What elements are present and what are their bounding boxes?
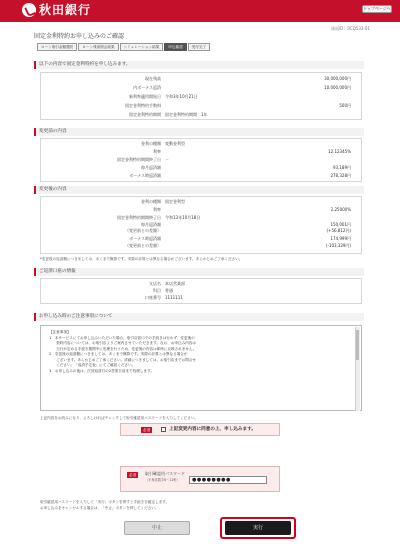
account-value: 1111111 [165,295,183,300]
after-label: 毎月返済額 [141,222,161,227]
intro-box [40,72,362,120]
consent-label: 上記変更内容に同意の上、申し込みます。 [169,427,256,432]
consent-checkbox[interactable] [161,427,166,432]
after-label: （変更前との差額） [125,243,161,248]
account-box [40,278,362,304]
after-value: 令和13年10月18日 [165,215,201,220]
before-label: ボーナス時返済額 [129,173,161,178]
consent-box [120,423,280,436]
required-badge: 必須 [143,428,151,432]
notice-line: ください。「返済予定表」にてご確認ください。 [49,363,136,367]
before-box [40,138,362,182]
before-value: 278,328円 [330,173,351,178]
cancel-button[interactable]: 中止 [124,521,190,535]
intro-value: 令和3年10月21日 [165,94,198,99]
before-value: 変動金利型 [165,141,185,146]
after-value: 174,999円 [330,236,351,241]
after-value: 2.25000% [330,207,351,212]
intro-label: 新利率適用開始日 [129,94,161,99]
before-value: － [165,157,169,162]
top-page-button[interactable]: トップページへ [363,6,391,11]
required-badge: 必須 [129,473,137,477]
after-section-title: 変更後の内容 [34,186,364,194]
bank-name: 秋田銀行 [39,3,92,17]
account-label: 支店名 [149,281,161,286]
before-value: 12.12345% [328,149,351,154]
after-label: （変更前との差額） [125,228,161,233]
step-5: 受付完了 [188,43,210,51]
consent-instruction: 上記内容をお読みになり、よろしければチェックして取引確認用パスワードを入力してください。 [40,416,199,420]
page-title: 固定金利特約お申し込みのご確認 [34,33,125,40]
intro-section-title: 以下の内容で固定金利特約を申し込みます。 [34,61,364,69]
intro-label: 固定金利特約期間 [129,112,161,117]
account-section-title: ご返済口座の情報 [34,268,364,276]
before-value: 93,189円 [333,165,351,170]
intro-value: 10,000,000円 [324,85,351,90]
footer-note: 取引確認用パスワードを入力して「実行」ボタンを押すと手続きを確定します。 [40,500,170,504]
account-label: 科目 [153,288,161,293]
intro-label: 内ボーナス返済 [133,85,161,90]
notice-line: 3 お申し込みの後は、次回返済日の2営業日前まで処理します。 [49,368,154,373]
notice-line: 2 変更後の返済額につきましては、あくまで概算です。実際の計算とは異なる場合が [49,352,188,356]
before-label: 金利の種類 [141,141,161,146]
step-3: シミュレーション結果 [120,43,164,51]
intro-label: 固定金利特約手数料 [125,103,161,108]
intro-value: 30,000,000円 [324,76,351,81]
after-value: 150,001円 [330,222,351,227]
app-header [0,0,400,22]
step-1: ローン取引金額選択 [37,43,77,51]
notice-line: ございます。あらかじめご了承ください。詳細につきましては、お取引店までお問合せ [49,357,196,362]
after-box [40,196,362,254]
intro-label: 現在残高 [145,76,161,81]
after-value: (-103,329円) [325,243,351,248]
notice-textarea[interactable] [40,325,362,411]
after-value: (+56,812円) [326,228,351,233]
after-label: ボーナス時返済額 [129,236,161,241]
footer-note: お申し込みをキャンセルする場合は、「中止」ボタンを押してください。 [40,506,159,510]
notice-scrollbar-thumb[interactable] [356,330,359,360]
before-label: 利率 [153,149,161,154]
after-label: 金利の種類 [141,199,161,204]
step-4-current: 申込確認 [164,43,186,51]
bank-logo-icon [22,3,36,17]
intro-value: 500円 [339,103,351,108]
after-value: 固定金利型 [165,199,185,204]
notice-line: 当行が定める手続き期間中に処理を行うため、変更後の内容は即時に反映されません。 [49,346,197,351]
password-box [120,466,280,492]
before-label: 固定金利特約期間終了日 [117,157,161,162]
password-input[interactable]: ●●●●●●●● [189,476,267,484]
notice-line: 【注意事項】 [49,330,71,334]
password-hint: （半角英数字6〜12桁） [145,478,180,482]
after-label: 固定金利特約期間終了日 [117,215,161,220]
bank-logo[interactable] [22,3,91,17]
before-section-title: 変更前の内容 [34,128,364,136]
account-value: 本店営業部 [165,281,185,286]
page-id: 画面ID：RCD533-01 [331,26,370,31]
notice-section-title: お申し込み時のご注意事項について [34,313,364,321]
password-label: 取引確認用パスワード [145,471,185,476]
estimate-note: *変更後の返済額につきましては、あくまで概算です。実際の計算とは異なる場合がございます。あらかじめご了承ください。 [40,257,243,261]
account-label: 口座番号 [145,295,161,300]
execute-button[interactable]: 実行 [225,521,291,535]
progress-steps [37,43,211,51]
step-2: ローン残高照会結果 [78,43,118,51]
notice-line: 契約内容については、お取引店よりご案内させていただきます。なお、お申込み内容は [49,341,196,345]
after-label: 利率 [153,207,161,212]
notice-line: 1 本サービスにてお申し込みいただいた場合、取引店窓口での手続きは行わず、変更後の [49,335,195,340]
account-value: 普通 [165,288,173,293]
before-label: 毎月返済額 [141,165,161,170]
intro-value: 固定金利特約期間 1年 [165,112,208,117]
